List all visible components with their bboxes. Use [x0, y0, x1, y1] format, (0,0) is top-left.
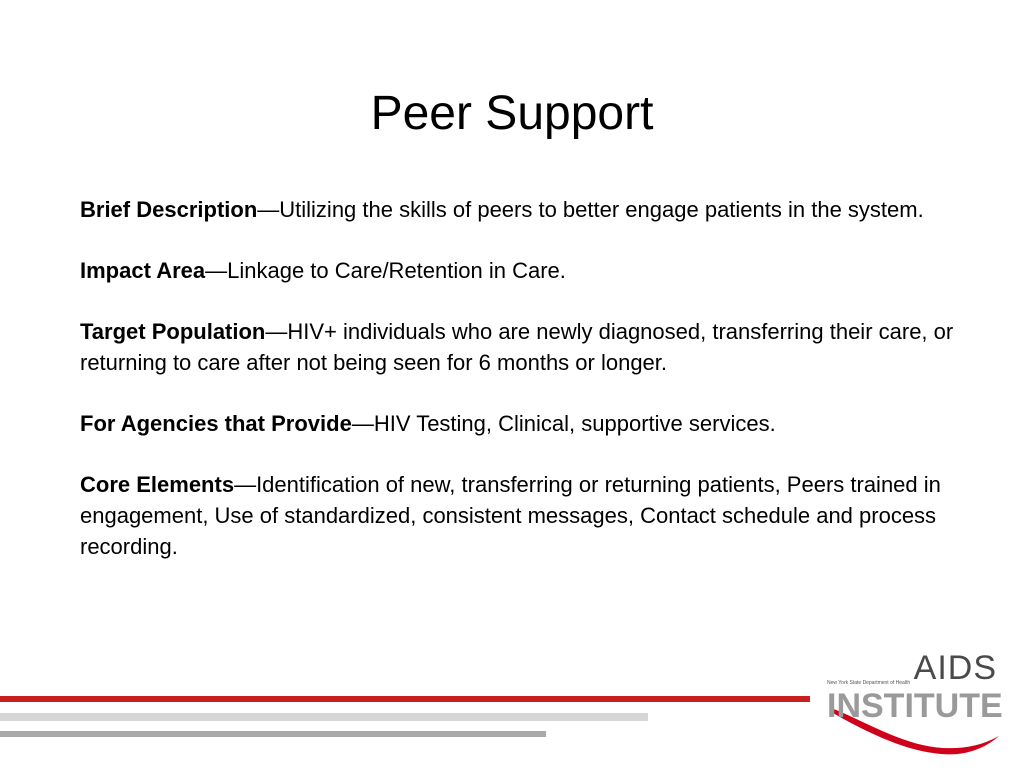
- item-text: —HIV Testing, Clinical, supportive services.: [351, 411, 776, 436]
- logo-institute-text: INSTITUTE: [827, 687, 1003, 725]
- item-brief-description: [80, 194, 960, 225]
- item-text: —Linkage to Care/Retention in Care.: [205, 258, 566, 283]
- item-term: For Agencies that Provide: [80, 411, 352, 436]
- item-core-elements: [80, 469, 960, 562]
- item-target-population: [80, 316, 960, 378]
- aids-institute-logo: [823, 650, 1003, 760]
- light-gray-divider: [0, 713, 648, 721]
- item-text: —HIV+ individuals who are newly diagnosed, transferring their care, or returning to care after not being seen for 6 months or longer.: [80, 319, 954, 375]
- item-term: Brief Description: [80, 197, 258, 222]
- item-text: —Utilizing the skills of peers to better engage patients in the system.: [257, 197, 924, 222]
- red-divider: [0, 696, 810, 702]
- logo-aids-text: AIDS: [913, 649, 997, 687]
- slide-body: [80, 194, 960, 592]
- item-term: Core Elements: [80, 472, 235, 497]
- item-text: —Identification of new, transferring or returning patients, Peers trained in engagement, Use of standardized, consistent messages, Contact schedule and process recording.: [80, 472, 941, 559]
- item-impact-area: [80, 255, 960, 286]
- item-term: Target Population: [80, 319, 266, 344]
- item-term: Impact Area: [80, 258, 206, 283]
- slide-title: Peer Support: [370, 87, 654, 140]
- gray-divider: [0, 731, 546, 737]
- item-agencies: [80, 408, 960, 439]
- logo-subtitle: New York State Department of Health: [827, 680, 911, 686]
